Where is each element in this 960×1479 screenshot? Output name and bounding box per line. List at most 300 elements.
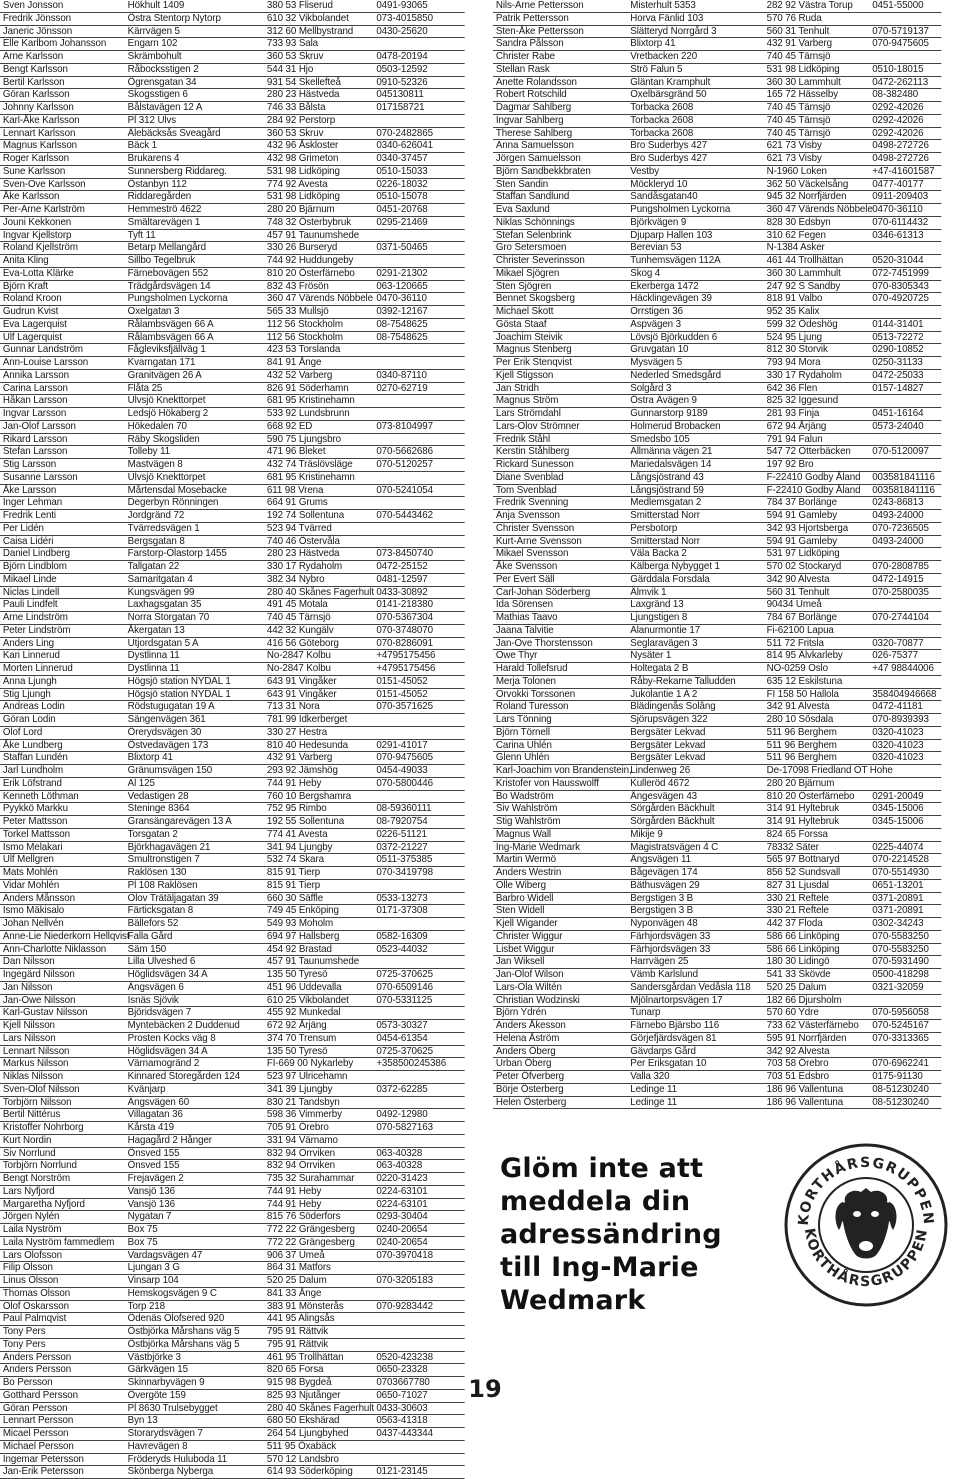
member-name: Björn Ydrén (495, 1007, 547, 1019)
member-postal-town: N-1384 Asker (766, 242, 825, 254)
member-address: Sandåsgatan40 (630, 191, 698, 203)
member-phone: 070-5583250 (872, 930, 929, 942)
member-row (0, 561, 465, 574)
member-name: Diane Svenblad (495, 471, 564, 483)
member-phone: 0492-12980 (376, 1109, 428, 1121)
member-postal-town: 705 91 Örebro (266, 1122, 329, 1133)
member-postal-town: 360 53 Skruv (266, 127, 324, 139)
member-row (493, 765, 941, 778)
member-name: Helen Österberg (495, 1096, 567, 1108)
member-row (493, 140, 941, 153)
member-row (493, 969, 941, 982)
member-phone: 070-7236505 (872, 522, 929, 534)
member-address: Bergsäter Lekvad (630, 752, 706, 764)
member-address: Gävdarps Gård (630, 1045, 696, 1057)
member-postal-town: 824 65 Forssa (766, 828, 828, 840)
member-address: Storarydsvägen 7 (127, 1428, 203, 1439)
member-phone: 0321-32059 (872, 981, 924, 993)
member-name: Fredrik Svenning (495, 497, 569, 509)
member-postal-town: 784 37 Borlänge (766, 497, 837, 509)
member-phone: 070-9283442 (376, 1300, 433, 1312)
member-address: Ödenäs Olofsered 920 (127, 1313, 225, 1325)
member-name: Micael Persson (2, 1428, 69, 1439)
member-postal-town: 374 70 Trensum (266, 1032, 337, 1044)
member-row (493, 459, 941, 472)
member-phone: 026-75377 (872, 650, 919, 662)
member-name: Lars Nyfjord (2, 1185, 55, 1197)
member-postal-town: 744 91 Heby (266, 777, 322, 789)
member-postal-town: 78332 Säter (766, 841, 819, 853)
member-phone: 0498-272726 (872, 153, 929, 164)
member-address: Utjordsgatan 5 A (127, 637, 199, 649)
member-postal-town: 599 32 Ödeshög (766, 318, 838, 330)
member-name: Mathias Taavo (495, 612, 558, 623)
member-phone: 0291-41017 (376, 739, 428, 751)
member-name: Therese Sahlberg (495, 127, 573, 139)
member-postal-town: 280 40 Skånes Fagerhult (266, 1402, 374, 1414)
member-row (493, 191, 941, 204)
member-name: Olle Wiberg (495, 879, 546, 891)
member-address: Kälberga Nybygget 1 (630, 561, 720, 572)
member-row (493, 383, 941, 396)
member-postal-town: 668 92 ED (266, 420, 313, 432)
member-address: Älebäcksås Sveagård (127, 127, 221, 139)
member-phone: 0481-12597 (376, 573, 428, 585)
member-address: Ängsvägen 11 (630, 854, 691, 866)
member-address: Smitterstad Norr (630, 510, 700, 521)
member-name: Ann-Louise Larsson (2, 357, 89, 368)
member-name: Eva Saxlund (495, 204, 550, 215)
member-phone: +47-41601587 (872, 165, 935, 177)
member-name: Dagmar Sahlberg (495, 102, 572, 113)
member-address: Gärkvägen 15 (127, 1364, 188, 1376)
member-name: Siv Wahlström (495, 803, 558, 815)
member-address: Jukolantie 1 A 2 (630, 688, 698, 700)
member-postal-town: 832 94 Orrviken (266, 1160, 336, 1172)
member-name: Thomas Olsson (2, 1287, 71, 1299)
member-row (493, 510, 941, 523)
member-address: Högsjö station NYDAL 1 (127, 675, 231, 687)
member-row (493, 574, 941, 587)
member-address: Persbotorp (630, 522, 678, 534)
member-address: Gränumsvägen 150 (127, 765, 213, 776)
member-address: Torp 218 (127, 1300, 165, 1312)
member-postal-town: 531 98 Lidköping (266, 165, 340, 177)
member-row (0, 918, 465, 931)
member-phone: 0121-23145 (376, 1466, 428, 1478)
member-row (493, 1071, 941, 1084)
member-postal-town: 165 72 Hässelby (766, 89, 839, 101)
member-postal-town: 586 66 Linköping (766, 943, 840, 955)
member-name: Kurt Nordin (2, 1134, 52, 1146)
member-row (0, 1390, 465, 1403)
member-address: Ängsvägen 6 (127, 981, 184, 993)
member-row (0, 268, 465, 281)
member-name: Janeric Jönsson (2, 25, 73, 37)
member-phone: 0371-20891 (872, 892, 924, 904)
member-address: Sandersgårdan Vedåsla 118 (630, 981, 751, 993)
member-phone: 0292-42026 (872, 114, 924, 126)
member-name: Åke Svensson (495, 561, 558, 572)
member-name: Magnus Ström (495, 395, 559, 407)
member-address: Djuparp Hallen 103 (630, 229, 713, 241)
member-name: Ismo Mäkisalo (2, 905, 65, 917)
member-row (0, 306, 465, 319)
member-postal-town: 280 23 Hästveda (266, 548, 340, 560)
member-row (493, 1097, 941, 1110)
member-row (0, 663, 465, 676)
member-address: Färnebo Bjärsbo 116 (630, 1020, 720, 1031)
member-name: Arne Lindström (2, 612, 68, 623)
member-name: Sandra Pålsson (495, 38, 564, 50)
member-name: Niklas Nilsson (2, 1071, 63, 1082)
member-phone: 0346-61313 (872, 229, 924, 241)
member-phone: 0650-23328 (376, 1364, 428, 1376)
member-name: Magnus Stenberg (495, 344, 572, 356)
member-name: Per Evert Säll (495, 573, 555, 585)
member-row (0, 370, 465, 383)
member-address: Ängesvägen 43 (630, 790, 698, 802)
member-row (493, 242, 941, 255)
member-address: Nederled Smedsgård (630, 369, 721, 381)
member-phone: 0302-34243 (872, 918, 924, 929)
member-phone: 070-8286091 (376, 637, 433, 649)
member-phone: 070-5583250 (872, 943, 929, 955)
member-postal-town: 461 95 Trollhättan (266, 1351, 344, 1363)
member-name: Jörgen Samuelsson (495, 153, 581, 164)
member-address: Berevian 53 (630, 242, 682, 254)
member-postal-town: 643 91 Vingåker (266, 675, 337, 687)
member-name: Stig Larsson (2, 459, 57, 470)
member-row (493, 548, 941, 561)
member-row (0, 791, 465, 804)
member-name: Michael Persson (2, 1440, 74, 1452)
member-phone: 073-8104997 (376, 420, 433, 432)
member-row (493, 1033, 941, 1046)
member-name: Gro Setersmoen (495, 242, 567, 254)
member-row (0, 1084, 465, 1097)
member-row (0, 166, 465, 179)
member-postal-town: 360 30 Lammhult (766, 267, 841, 279)
member-postal-town: 595 91 Norrfjärden (766, 1032, 847, 1044)
member-postal-town: 180 30 Lidingö (766, 956, 830, 968)
member-name: Jörgen Nylén (2, 1211, 60, 1223)
member-phone: 017158721 (376, 102, 425, 113)
member-postal-town: 544 31 Hjo (266, 63, 314, 75)
member-row (493, 38, 941, 51)
member-postal-town: 461 44 Trollhättan (766, 255, 844, 266)
member-name: Bengt Karlsson (2, 63, 68, 75)
member-name: Åke Karlsson (2, 191, 60, 203)
member-postal-town: 815 91 Tierp (266, 879, 321, 891)
member-phone: 070-3313365 (872, 1032, 929, 1044)
member-address: Havrevägen 8 (127, 1440, 188, 1452)
member-phone: 08-7548625 (376, 331, 428, 343)
member-name: Kari Linnerud (2, 650, 60, 662)
member-row (0, 510, 465, 523)
member-postal-town: 342 90 Alvesta (766, 573, 830, 585)
member-row (493, 956, 941, 969)
member-address: Holtegata 2 B (630, 663, 689, 674)
member-name: Sven-Ove Karlsson (2, 178, 86, 190)
member-address: Fågleviksfjällväg 1 (127, 344, 206, 356)
member-phone: 0320-41023 (872, 726, 924, 738)
member-postal-town: 795 91 Rättvik (266, 1338, 329, 1350)
member-phone: 0472-14915 (872, 573, 924, 585)
member-address: Kvänjarp (127, 1083, 166, 1095)
member-postal-town: 703 58 Örebro (766, 1058, 829, 1070)
member-row (0, 434, 465, 447)
member-phone: 0171-37308 (376, 905, 428, 917)
member-row (0, 523, 465, 536)
member-address: Isnäs Sjövik (127, 994, 179, 1006)
member-postal-town: 856 52 Sundsvall (766, 867, 841, 878)
member-address: Laxhagsgatan 35 (127, 599, 202, 611)
member-postal-town: 342 92 Alvesta (766, 1045, 830, 1057)
member-name: Fredrik Jönsson (2, 12, 72, 24)
member-postal-town: 815 91 Tierp (266, 867, 321, 878)
member-row (493, 803, 941, 816)
member-name: Anders Öberg (495, 1045, 556, 1057)
member-postal-town: F-22410 Godby Åland (766, 484, 861, 496)
member-row (0, 89, 465, 102)
member-row (493, 638, 941, 651)
member-row (493, 446, 941, 459)
member-name: Åke Lundberg (2, 739, 63, 751)
member-name: Andreas Lodin (2, 701, 65, 713)
member-name: Ingvar Larsson (2, 408, 67, 419)
member-address: Skinnarbyvägen 9 (127, 1377, 205, 1388)
member-postal-town: 820 65 Forsa (266, 1364, 324, 1376)
member-postal-town: 915 98 Bygdeå (266, 1377, 332, 1388)
member-row (0, 701, 465, 714)
member-row (493, 1046, 941, 1059)
member-address: Gläntan Kramphult (630, 76, 711, 88)
member-phone: 070-3970418 (376, 1249, 433, 1261)
member-phone: 070-6962241 (872, 1058, 929, 1070)
member-postal-town: 520 25 Dalum (766, 981, 827, 993)
member-phone: 0433-30603 (376, 1402, 428, 1414)
member-address: Nyponvägen 48 (630, 918, 698, 929)
member-postal-town: 112 56 Stockholm (266, 331, 343, 343)
member-row (0, 102, 465, 115)
member-name: Fredrik Lenti (2, 510, 56, 521)
member-name: Björn Kraft (2, 280, 49, 292)
member-address: Ulvsjö Knekttorpet (127, 471, 206, 483)
member-address: Ögrensgatan 34 (127, 76, 197, 88)
member-name: Kurt-Arne Svensson (495, 535, 582, 547)
member-phone: 070-5514930 (872, 867, 929, 878)
member-address: Fröderyds Huluboda 11 (127, 1453, 228, 1465)
member-name: Lars-Ola Wiltén (495, 981, 562, 993)
member-phone: 070-4920725 (872, 293, 929, 305)
member-phone: 0224-63101 (376, 1185, 428, 1197)
member-name: Christian Wodzinski (495, 994, 580, 1006)
member-name: Elle Karlbom Johansson (2, 38, 107, 50)
member-postal-town: 740 45 Tärnsjö (266, 612, 331, 623)
member-phone: 0511-375385 (376, 854, 433, 866)
member-address: Ulvsjö Knekttorpet (127, 395, 206, 407)
member-address: Nygatan 7 (127, 1211, 172, 1223)
member-phone: 0151-45052 (376, 688, 428, 700)
member-row (0, 51, 465, 64)
member-address: Värnamogränd 2 (127, 1058, 200, 1070)
member-phone: 0510-15033 (376, 165, 428, 177)
member-name: Lennart Persson (2, 1415, 74, 1427)
member-postal-town: 520 25 Dalum (266, 1275, 327, 1286)
member-row (493, 778, 941, 791)
member-row (493, 51, 941, 64)
member-postal-town: 864 31 Matfors (266, 1262, 331, 1274)
member-address: Hemskogsvägen 9 C (127, 1287, 217, 1299)
member-phone: 070-5245167 (872, 1020, 929, 1031)
member-postal-town: 748 32 Österbybruk (266, 216, 352, 228)
member-phone: 08-382480 (872, 89, 919, 101)
member-address: Myntebäcken 2 Duddenud (127, 1020, 240, 1031)
member-row (493, 867, 941, 880)
member-postal-town: 282 92 Västra Torup (766, 0, 853, 11)
member-name: Bengt Norström (2, 1173, 71, 1184)
member-row (0, 1352, 465, 1365)
member-address: Högsjö station NYDAL 1 (127, 688, 231, 700)
member-row (0, 1135, 465, 1148)
member-row (493, 89, 941, 102)
member-postal-town: F-22410 Godby Åland (766, 471, 861, 483)
member-phone: 070-8305343 (872, 280, 929, 292)
member-address: Blädingenås Solâng (630, 701, 716, 713)
member-address: Östvedavägen 173 (127, 739, 209, 751)
member-address: Gruvgatan 10 (630, 344, 689, 356)
member-name: Lars Nilsson (2, 1032, 56, 1044)
member-postal-town: 784 67 Borlänge (766, 612, 837, 623)
member-name: Per-Arne Karlström (2, 204, 85, 215)
address-change-notice: Glöm inte att meddela din adressändring till Ing-Marie Wedmark (500, 1153, 722, 1316)
member-address: Falla Gård (127, 930, 173, 942)
member-name: Björn Törnell (495, 726, 550, 738)
member-address: Ängsvägen 60 (127, 1096, 190, 1108)
member-list-right (493, 0, 960, 1109)
member-address: Smedsbo 105 (630, 433, 690, 445)
member-name: Susanne Larsson (2, 471, 78, 483)
member-address: Lindenweg 26 (630, 765, 691, 776)
member-row (0, 140, 465, 153)
member-postal-town: 931 54 Skellefteå (266, 76, 341, 88)
member-postal-town: 471 96 Bleket (266, 446, 326, 458)
member-name: Roger Karlsson (2, 153, 69, 164)
member-address: Seglaravägen 3 (630, 637, 698, 649)
member-row (0, 1097, 465, 1110)
member-address: Smultronstigen 7 (127, 854, 200, 866)
member-address: Granitvägen 26 A (127, 369, 202, 381)
member-address: Rålambsvägen 66 A (127, 331, 214, 343)
member-postal-town: 570 60 Ydre (766, 1007, 819, 1019)
member-row (0, 242, 465, 255)
member-name: Laila Nyström (2, 1224, 62, 1235)
member-postal-town: 531 97 Lidköping (766, 548, 840, 560)
member-address: Mikije 9 (630, 828, 663, 840)
member-postal-town: 533 92 Lundsbrunn (266, 408, 350, 419)
member-row (0, 1033, 465, 1046)
member-phone: 070-5443462 (376, 510, 433, 521)
member-postal-town: 135 50 Tyresö (266, 969, 328, 980)
member-address: Torbacka 2608 (630, 127, 694, 139)
member-name: Olof Lord (2, 726, 43, 738)
member-row (0, 842, 465, 855)
member-name: Anja Svensson (495, 510, 560, 521)
member-address: Önsved 155 (127, 1160, 180, 1172)
member-address: Allmänna vägen 21 (630, 446, 713, 458)
member-address: Sillbo Tegelbruk (127, 255, 196, 266)
member-row (0, 0, 465, 13)
member-address: Aspvägen 3 (630, 318, 681, 330)
member-address: Olov Trätäljagatan 39 (127, 892, 219, 904)
member-phone: 358404946668 (872, 688, 937, 700)
member-row (493, 166, 941, 179)
member-postal-town: 672 92 Årjäng (266, 1020, 327, 1031)
member-name: Michael Skott (495, 306, 554, 317)
member-address: Samaritgatan 4 (127, 573, 193, 585)
member-address: Önsved 155 (127, 1147, 180, 1159)
member-address: Björkvägen 9 (630, 216, 687, 228)
member-phone: +47 98844006 (872, 663, 934, 674)
member-row (493, 1084, 941, 1097)
member-row (0, 319, 465, 332)
member-name: Jan-Olof Wilson (495, 969, 564, 980)
member-row (0, 536, 465, 549)
member-row (493, 344, 941, 357)
member-postal-town: 672 94 Årjäng (766, 420, 827, 432)
member-row (0, 587, 465, 600)
dog-head-icon (836, 1188, 897, 1259)
member-name: Bertil Nittérus (2, 1109, 61, 1121)
member-name: Pauli Lindfelt (2, 599, 58, 611)
member-row (493, 918, 941, 931)
member-address: Degerbyn Rönningen (127, 497, 219, 509)
member-postal-town: 423 53 Torslanda (266, 344, 341, 356)
member-address: Bro Suderbys 427 (630, 140, 708, 152)
member-name: Carina Larsson (2, 382, 68, 394)
member-name: Gotthard Persson (2, 1389, 79, 1401)
member-postal-town: 511 96 Berghem (766, 739, 837, 751)
member-postal-town: 570 12 Landsbro (266, 1453, 339, 1465)
member-row (0, 13, 465, 26)
member-name: Anette Rolandsson (495, 76, 577, 88)
member-postal-town: 815 76 Söderfors (266, 1211, 341, 1223)
member-postal-town: 330 27 Hestra (266, 726, 328, 738)
member-row (493, 306, 941, 319)
member-phone: +358500245386 (376, 1058, 447, 1070)
member-postal-town: 280 10 Sösdala (766, 714, 834, 725)
member-phone: 0345-15006 (872, 816, 924, 827)
member-row (0, 1071, 465, 1084)
member-row (0, 1250, 465, 1263)
member-address: Hökhult 1409 (127, 0, 185, 11)
member-name: Fredrik Ståhl (495, 433, 551, 445)
member-name: Ingvar Sahlberg (495, 114, 564, 126)
member-postal-town: 793 94 Mora (766, 357, 821, 368)
member-phone: 0293-30404 (376, 1211, 428, 1223)
member-phone: 0243-86813 (872, 497, 924, 509)
member-postal-town: 945 32 Norrfjärden (766, 191, 847, 203)
member-phone: 070-5331125 (376, 994, 433, 1006)
member-name: Bo Wadström (495, 790, 554, 802)
member-row (493, 115, 941, 128)
member-postal-town: FI-669 00 Nykarleby (266, 1058, 354, 1070)
member-postal-town: 280 20 Bjärnum (766, 777, 835, 789)
member-postal-town: 192 74 Sollentuna (266, 510, 345, 521)
member-row (493, 370, 941, 383)
member-name: Peter Lindström (2, 624, 71, 636)
